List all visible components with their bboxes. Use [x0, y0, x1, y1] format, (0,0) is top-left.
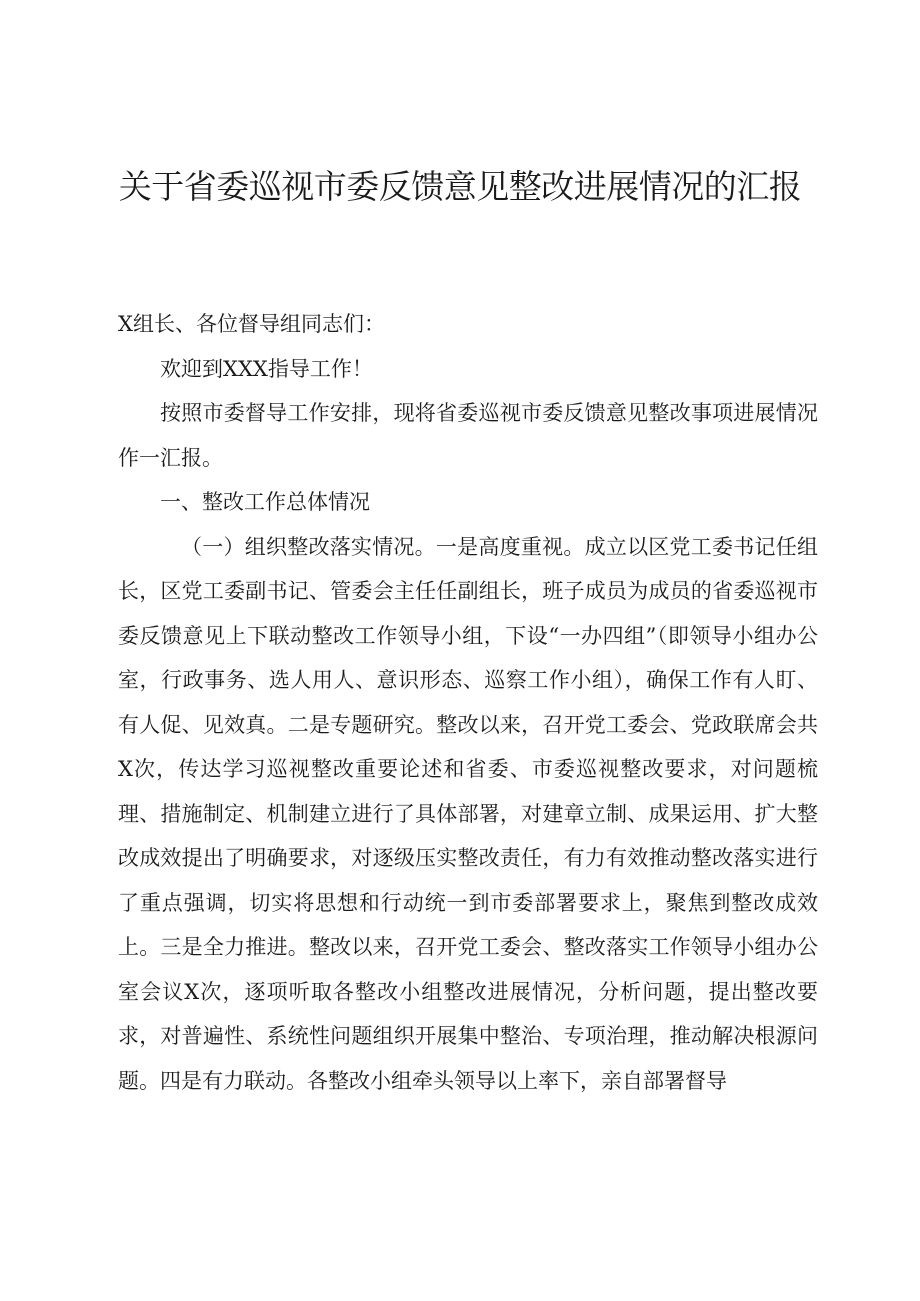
intro-paragraph: 按照市委督导工作安排，现将省委巡视市委反馈意见整改事项进展情况作一汇报。 [118, 401, 818, 470]
document-title: 关于省委巡视市委反馈意见整改进展情况的汇报 [118, 167, 802, 206]
document-body [118, 302, 818, 1103]
salutation: X组长、各位督导组同志们： [118, 312, 385, 336]
section-heading: 一、整改工作总体情况 [160, 490, 370, 514]
body-paragraph: （一）组织整改落实情况。一是高度重视。成立以区党工委书记任组长，区党工委副书记、管委会主任任副组长，班子成员为成员的省委巡视市委反馈意见上下联动整改工作领导小组，下设“一办四组”（即领导小组办公室，行政事务、选人用人、意识形态、巡察工作小组），确保工作有人盯、有人促、见效真。二是专题研究。整改以来，召开党工委会、党政联席会共X次，传达学习巡视整改重要论述和省委、市委巡视整改要求，对问题梳理、措施制定、机制建立进行了具体部署，对建章立制、成果运用、扩大整改成效提出了明确要求，对逐级压实整改责任，有力有效推动整改落实进行了重点强调，切实将思想和行动统一到市委部署要求上，聚焦到整改成效上。三是全力推进。整改以来，召开党工委会、整改落实工作领导小组办公室会议X次，逐项听取各整改小组整改进展情况，分析问题，提出整改要求，对普遍性、系统性问题组织开展集中整治、专项治理，推动解决根源问题。四是有力联动。各整改小组牵头领导以上率下，亲自部署督导 [118, 534, 818, 1093]
welcome-line: 欢迎到XXX指导工作！ [160, 356, 373, 381]
